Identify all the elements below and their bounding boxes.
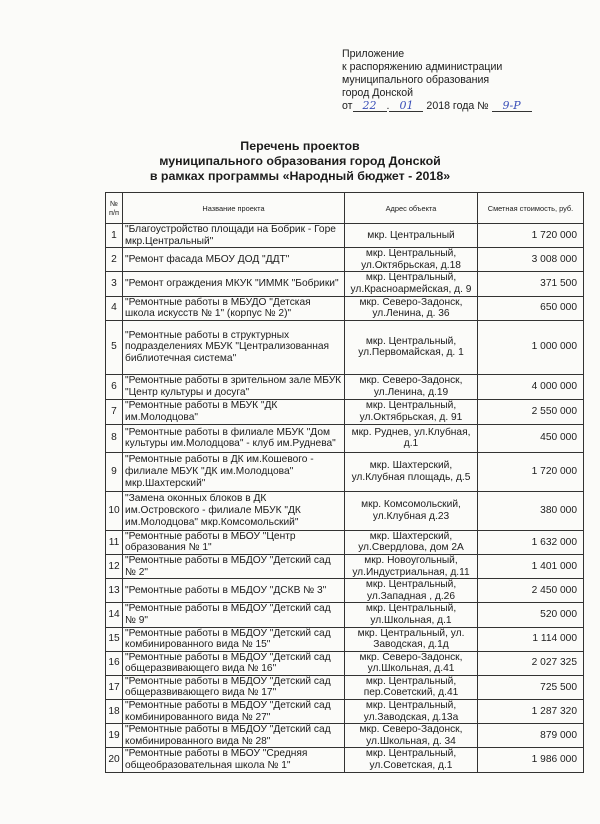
- project-name: "Ремонтные работы в МБДОУ "Детский сад № 2": [123, 554, 345, 578]
- row-number: 20: [106, 748, 123, 772]
- row-number: 17: [106, 675, 123, 699]
- table-row: [106, 724, 584, 748]
- project-cost: 380 000: [478, 491, 584, 530]
- appendix-line: Приложение: [342, 48, 405, 60]
- project-name: "Ремонтные работы в МБДОУ "Детский сад общеразвивающего вида № 17": [123, 675, 345, 699]
- project-address: мкр. Центральный, ул.Первомайская, д. 1: [345, 320, 478, 374]
- row-number: 8: [106, 424, 123, 452]
- project-address: мкр. Центральный, ул.Школьная, д.1: [345, 603, 478, 627]
- table-row: [106, 248, 584, 272]
- project-cost: 371 500: [478, 272, 584, 296]
- header-address: Адрес объекта: [345, 193, 478, 224]
- project-address: мкр. Центральный, ул. Заводская, д.1д: [345, 627, 478, 651]
- table-row: [106, 554, 584, 578]
- project-name: "Ремонтные работы в ДК им.Кошевого - филиале МБУК "ДК им.Молодцова" мкр.Шахтерский": [123, 452, 345, 491]
- project-name: "Благоустройство площади на Бобрик - Горе мкр.Центральный": [123, 224, 345, 248]
- table-row: [106, 748, 584, 772]
- table-header-row: [106, 193, 584, 224]
- row-number: 1: [106, 224, 123, 248]
- date-prefix: от: [342, 100, 353, 112]
- project-name: "Ремонтные работы в МБОУ "Средняя общеобразовательная школа № 1": [123, 748, 345, 772]
- project-address: мкр. Северо-Задонск, ул.Ленина, д. 36: [345, 296, 478, 320]
- table-row: [106, 530, 584, 554]
- row-number: 5: [106, 320, 123, 374]
- row-number: 11: [106, 530, 123, 554]
- project-address: мкр. Центральный, ул.Советская, д.1: [345, 748, 478, 772]
- row-number: 9: [106, 452, 123, 491]
- project-cost: 1 986 000: [478, 748, 584, 772]
- project-address: мкр. Новоугольный, ул.Индустриальная, д.11: [345, 554, 478, 578]
- table-row: [106, 627, 584, 651]
- project-name: "Ремонтные работы в МБУДО "Детская школа искусств № 1" (корпус № 2)": [123, 296, 345, 320]
- row-number: 4: [106, 296, 123, 320]
- page-title: [0, 139, 600, 184]
- header-name: Название проекта: [123, 193, 345, 224]
- project-address: мкр. Центральный: [345, 224, 478, 248]
- date-year-text: 2018 года №: [426, 100, 489, 112]
- row-number: 18: [106, 700, 123, 724]
- project-name: "Ремонтные работы в МБДОУ "Детский сад комбинированного вида № 15": [123, 627, 345, 651]
- project-address: мкр. Центральный, ул.Западная , д.26: [345, 579, 478, 603]
- appendix-line: город Донской: [342, 87, 414, 99]
- project-name: "Ремонтные работы в МБДОУ "Детский сад общеразвивающего вида № 16": [123, 651, 345, 675]
- project-cost: 3 008 000: [478, 248, 584, 272]
- table-row: [106, 399, 584, 424]
- project-name: "Ремонтные работы в зрительном зале МБУК "Центр культуры и досуга": [123, 374, 345, 399]
- project-address: мкр. Шахтерский, ул.Клубная площадь, д.5: [345, 452, 478, 491]
- project-cost: 1 114 000: [478, 627, 584, 651]
- table-row: [106, 224, 584, 248]
- project-cost: 725 500: [478, 675, 584, 699]
- date-month: 01: [389, 100, 423, 112]
- project-address: мкр. Северо-Задонск, ул.Школьная, д. 34: [345, 724, 478, 748]
- project-name: "Ремонтные работы в МБУК "ДК им.Молодцова": [123, 399, 345, 424]
- table-row: [106, 491, 584, 530]
- appendix-line: к распоряжению администрации: [342, 61, 503, 73]
- appendix-header: [342, 48, 582, 113]
- table-row: [106, 424, 584, 452]
- project-cost: 1 000 000: [478, 320, 584, 374]
- project-cost: 2 450 000: [478, 579, 584, 603]
- row-number: 15: [106, 627, 123, 651]
- project-address: мкр. Центральный, ул.Заводская, д.13а: [345, 700, 478, 724]
- project-address: мкр. Комсомольский, ул.Клубная д.23: [345, 491, 478, 530]
- project-name: "Ремонтные работы в филиале МБУК "Дом культуры им.Молодцова" - клуб им.Руднева": [123, 424, 345, 452]
- project-address: мкр. Центральный, ул.Октябрьская, д. 91: [345, 399, 478, 424]
- project-cost: 650 000: [478, 296, 584, 320]
- project-cost: 1 720 000: [478, 224, 584, 248]
- project-cost: 520 000: [478, 603, 584, 627]
- title-line: Перечень проектов: [240, 139, 360, 153]
- project-address: мкр. Центральный, ул.Красноармейская, д. 9: [345, 272, 478, 296]
- table-row: [106, 651, 584, 675]
- table-row: [106, 603, 584, 627]
- project-name: "Ремонт фасада МБОУ ДОД "ДДТ": [123, 248, 345, 272]
- row-number: 6: [106, 374, 123, 399]
- appendix-date-line: от 22 . 01 2018 года № 9-Р: [342, 100, 582, 113]
- project-address: мкр. Центральный, ул.Октябрьская, д.18: [345, 248, 478, 272]
- appendix-line: муниципального образования: [342, 74, 490, 86]
- project-name: "Замена оконных блоков в ДК им.Островского - филиале МБУК "ДК им.Молодцова" мкр.Комсомольский": [123, 491, 345, 530]
- project-address: мкр. Центральный, пер.Советский, д.41: [345, 675, 478, 699]
- row-number: 2: [106, 248, 123, 272]
- project-address: мкр. Шахтерский, ул.Свердлова, дом 2А: [345, 530, 478, 554]
- project-cost: 1 401 000: [478, 554, 584, 578]
- order-number: 9-Р: [492, 100, 532, 112]
- row-number: 13: [106, 579, 123, 603]
- table-row: [106, 675, 584, 699]
- project-name: "Ремонтные работы в МБДОУ "ДСКВ № 3": [123, 579, 345, 603]
- table-row: [106, 374, 584, 399]
- project-cost: 450 000: [478, 424, 584, 452]
- project-address: мкр. Северо-Задонск, ул.Ленина, д.19: [345, 374, 478, 399]
- header-cost: Сметная стоимость, руб.: [478, 193, 584, 224]
- table-row: [106, 296, 584, 320]
- project-name: "Ремонтные работы в структурных подразделениях МБУК "Централизованная библиотечная система": [123, 320, 345, 374]
- table-row: [106, 272, 584, 296]
- project-cost: 1 632 000: [478, 530, 584, 554]
- project-name: "Ремонтные работы в МБДОУ "Детский сад № 9": [123, 603, 345, 627]
- project-cost: 1 720 000: [478, 452, 584, 491]
- table-row: [106, 700, 584, 724]
- projects-table: [105, 192, 584, 773]
- table-row: [106, 579, 584, 603]
- date-day: 22: [353, 100, 387, 112]
- title-line: в рамках программы «Народный бюджет - 2018»: [149, 169, 451, 183]
- project-name: "Ремонт ограждения МКУК "ИММК "Бобрики": [123, 272, 345, 296]
- project-address: мкр. Руднев, ул.Клубная, д.1: [345, 424, 478, 452]
- table-row: [106, 320, 584, 374]
- row-number: 3: [106, 272, 123, 296]
- project-cost: 2 027 325: [478, 651, 584, 675]
- row-number: 14: [106, 603, 123, 627]
- project-name: "Ремонтные работы в МБОУ "Центр образования № 1": [123, 530, 345, 554]
- project-cost: 2 550 000: [478, 399, 584, 424]
- row-number: 10: [106, 491, 123, 530]
- project-cost: 879 000: [478, 724, 584, 748]
- row-number: 16: [106, 651, 123, 675]
- title-line: муниципального образования город Донской: [159, 154, 441, 168]
- row-number: 12: [106, 554, 123, 578]
- project-cost: 4 000 000: [478, 374, 584, 399]
- project-address: мкр. Северо-Задонск, ул.Школьная, д.41: [345, 651, 478, 675]
- project-name: "Ремонтные работы в МБДОУ "Детский сад комбинированного вида № 27": [123, 700, 345, 724]
- header-num: № п/п: [106, 193, 123, 224]
- row-number: 19: [106, 724, 123, 748]
- table-row: [106, 452, 584, 491]
- project-name: "Ремонтные работы в МБДОУ "Детский сад комбинированного вида № 28": [123, 724, 345, 748]
- project-cost: 1 287 320: [478, 700, 584, 724]
- table-body: [106, 224, 584, 773]
- row-number: 7: [106, 399, 123, 424]
